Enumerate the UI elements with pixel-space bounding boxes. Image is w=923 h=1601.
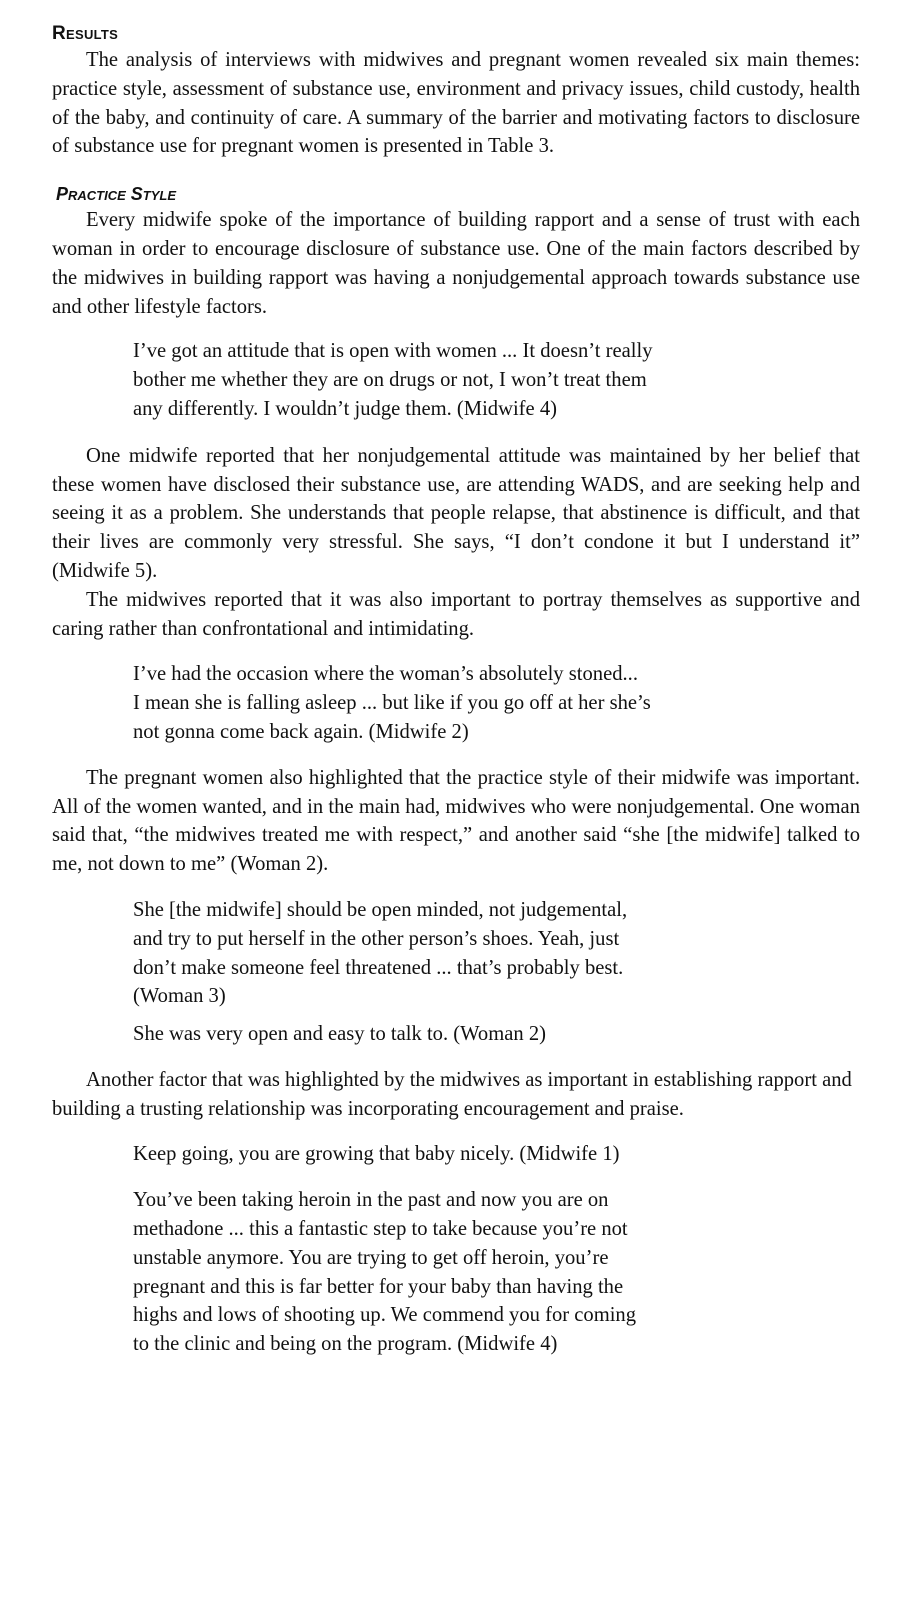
- quote-line: and try to put herself in the other person’s shoes. Yeah, just: [133, 927, 620, 950]
- quote-midwife-4-heroin: [52, 1186, 733, 1359]
- spacer: [52, 643, 860, 660]
- quote-line: She was very open and easy to talk to. (Woman 2): [133, 1023, 546, 1046]
- quote-midwife-4-attitude: [52, 337, 733, 423]
- results-heading: Results: [52, 23, 119, 44]
- spacer: [52, 161, 860, 182]
- quote-line: don’t make someone feel threatened ... that’s probably best.: [133, 956, 624, 979]
- spacer: [52, 1124, 860, 1140]
- spacer: [52, 879, 860, 896]
- quote-line: pregnant and this is far better for your baby than having the: [133, 1275, 624, 1298]
- quote-line: She [the midwife] should be open minded, not judgemental,: [133, 898, 628, 921]
- quote-line: I’ve had the occasion where the woman’s absolutely stoned...: [133, 663, 638, 686]
- spacer: [52, 1011, 860, 1020]
- quote-woman-3-open-minded: [52, 896, 733, 1011]
- practice-style-paragraph-4: The pregnant women also highlighted that the practice style of their midwife was important. All of the women wanted, and in the main had, midwives who were nonjudgemental. One woman said that, “the midwives treated me with respect,” and another said “she [the midwife] talked to me, not down to me” (Woman 2).: [52, 766, 860, 876]
- quote-line: highs and lows of shooting up. We commend you for coming: [133, 1304, 637, 1327]
- quote-line: methadone ... this a fantastic step to take because you’re not: [133, 1218, 628, 1241]
- practice-style-paragraph-3: The midwives reported that it was also important to portray themselves as supportive and caring rather than confrontational and intimidating.: [52, 588, 860, 640]
- practice-style-paragraph-1: Every midwife spoke of the importance of building rapport and a sense of trust with each woman in order to encourage disclosure of substance use. One of the main factors described by the midwives in building rapport was having a nonjudgemental approach towards substance use and other lifestyle factors.: [52, 209, 860, 318]
- results-intro-paragraph: The analysis of interviews with midwives and pregnant women revealed six main themes: practice style, assessment of substance use, environment and privacy issues, child custody, health of the baby, and continuity of care. A summary of the barrier and motivating factors to disclosure of substance use for pregnant women is presented in Table 3.: [52, 49, 860, 158]
- quote-line: I mean she is falling asleep ... but like if you go off at her she’s: [133, 692, 651, 715]
- quote-line: not gonna come back again. (Midwife 2): [133, 720, 469, 743]
- quote-line: You’ve been taking heroin in the past and now you are on: [133, 1189, 609, 1212]
- quote-line: to the clinic and being on the program. (Midwife 4): [133, 1333, 558, 1356]
- spacer: [52, 747, 860, 764]
- spacer: [52, 1168, 860, 1186]
- quote-midwife-1-keep-going: [52, 1140, 733, 1169]
- quote-midwife-2-stoned: [52, 660, 733, 746]
- quote-woman-2-easy-to-talk: [52, 1020, 733, 1049]
- practice-style-heading: Practice Style: [56, 184, 177, 205]
- quote-line: bother me whether they are on drugs or not, I won’t treat them: [133, 369, 647, 392]
- quote-line: I’ve got an attitude that is open with women ... It doesn’t really: [133, 340, 653, 363]
- quote-line: any differently. I wouldn’t judge them. (Midwife 4): [133, 397, 557, 420]
- article-page: [52, 22, 860, 1359]
- spacer: [52, 1049, 860, 1066]
- spacer: [52, 424, 860, 442]
- quote-line: Keep going, you are growing that baby nicely. (Midwife 1): [133, 1142, 620, 1165]
- spacer: [52, 321, 860, 337]
- quote-line: unstable anymore. You are trying to get off heroin, you’re: [133, 1246, 609, 1269]
- quote-line: (Woman 3): [133, 985, 226, 1008]
- practice-style-paragraph-2: One midwife reported that her nonjudgemental attitude was maintained by her belief that these women have disclosed their substance use, are attending WADS, and are seeking help and seeing it as a problem. She understands that people relapse, that abstinence is difficult, and that their lives are commonly very stressful. She says, “I don’t condone it but I understand it” (Midwife 5).: [52, 444, 860, 582]
- practice-style-paragraph-5: Another factor that was highlighted by the midwives as important in establishing rapport and building a trusting relationship was incorporating encouragement and praise.: [52, 1068, 852, 1120]
